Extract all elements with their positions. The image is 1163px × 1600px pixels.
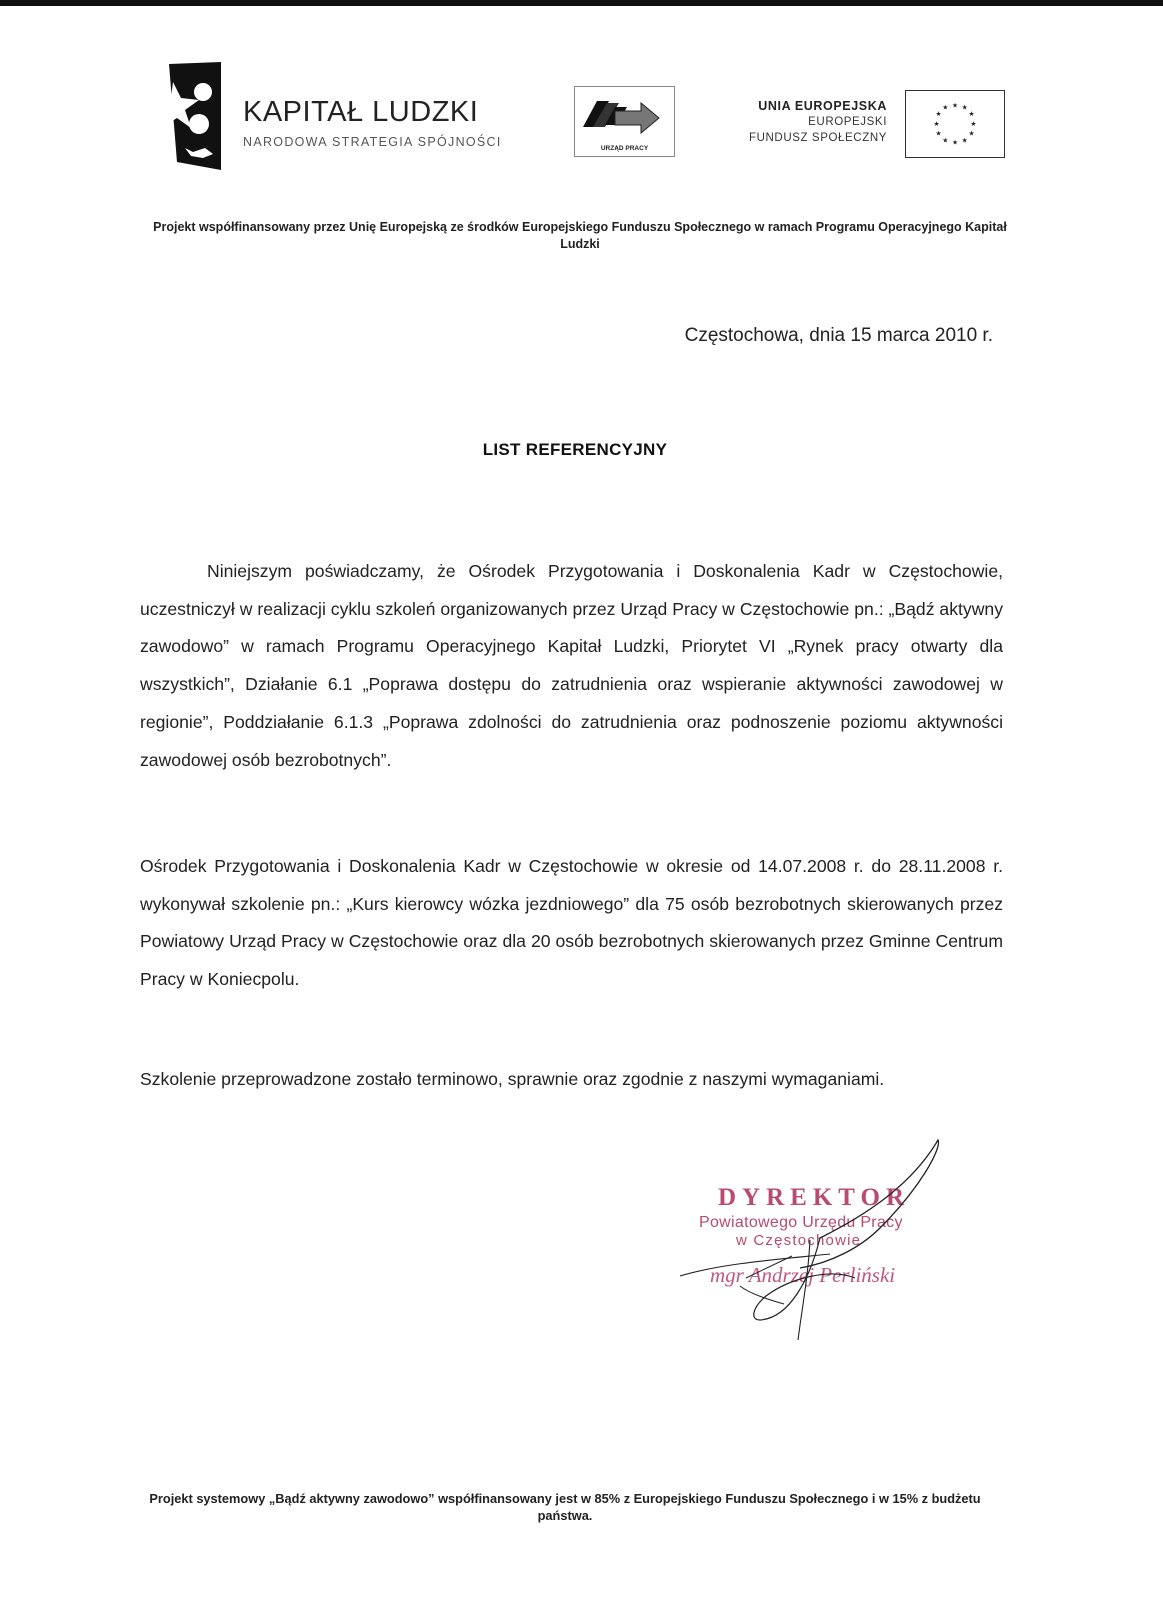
scan-top-edge <box>0 0 1163 6</box>
svg-text:★: ★ <box>942 103 949 112</box>
stamp-office: Powiatowego Urzędu Pracy <box>699 1214 903 1231</box>
stamp-title: DYREKTOR <box>718 1184 911 1211</box>
svg-text:★: ★ <box>935 110 942 119</box>
body-paragraph-2: Ośrodek Przygotowania i Doskonalenia Kadr w Częstochowie w okresie od 14.07.2008 r. do 28.11.2008 r. wykonywał szkolenie pn.: „Kurs kierowcy wózka jezdniowego” dla 75 osób bezrobotnych skierowanych przez Powiatowy Urząd Pracy w Częstochowie oraz dla 20 osób bezrobotnych skierowanych przez Gminne Centrum Pracy w Koniecpolu. <box>140 856 1003 989</box>
cofunding-note: Projekt współfinansowany przez Unię Europejską ze środków Europejskiego Funduszu Społecznego w ramach Programu Operacyjnego Kapitał Ludzki <box>153 220 1007 251</box>
stamp-signatory: mgr Andrzej Perliński <box>710 1263 896 1287</box>
eu-line-2: EUROPEJSKI <box>808 116 887 128</box>
kapital-ludzki-emblem-icon <box>155 62 223 170</box>
stamp-city: w Częstochowie <box>736 1232 862 1249</box>
svg-text:★: ★ <box>951 138 959 147</box>
svg-text:★: ★ <box>942 136 949 145</box>
body-paragraph-1: Niniejszym poświadczamy, że Ośrodek Przygotowania i Doskonalenia Kadr w Częstochowie, uczestniczył w realizacji cyklu szkoleń organizowanych przez Urząd Pracy w Częstochowie pn.: „Bądź aktywny zawodowo” w ramach Programu Operacyjnego Kapitał Ludzki, Priorytet VI „Rynek pracy otwarty dla wszystkich”, Działanie 6.1 „Poprawa dostępu do zatrudnienia oraz wspieranie aktywności zawodowej w regionie”, Poddziałanie 6.1.3 „Poprawa zdolności do zatrudnienia oraz podnoszenie poziomu aktywności zawodowej osób bezrobotnych”. <box>140 561 1003 770</box>
svg-text:★: ★ <box>935 129 942 138</box>
footer-note: Projekt systemowy „Bądź aktywny zawodowo” współfinansowany jest w 85% z Europejskiego Funduszu Społecznego i w 15% z budżetu państwa. <box>149 1491 981 1523</box>
svg-text:★: ★ <box>951 101 959 110</box>
eu-stars-flag-icon <box>905 90 1005 158</box>
urzad-pracy-arrow-icon <box>575 87 674 141</box>
svg-text:★: ★ <box>968 129 975 138</box>
eu-line-3: FUNDUSZ SPOŁECZNY <box>749 132 887 144</box>
urzad-pracy-logo <box>574 86 675 157</box>
kapital-ludzki-title: KAPITAŁ LUDZKI <box>243 96 479 128</box>
svg-text:★: ★ <box>968 110 975 119</box>
stamp-and-signature <box>680 1128 980 1348</box>
body-paragraph-3: Szkolenie przeprowadzone zostało terminowo, sprawnie oraz zgodnie z naszymi wymaganiami. <box>140 1069 885 1089</box>
eu-text <box>749 98 887 146</box>
eu-line-1: UNIA EUROPEJSKA <box>758 99 887 113</box>
kapital-ludzki-logo <box>145 62 500 172</box>
place-and-date: Częstochowa, dnia 15 marca 2010 r. <box>684 325 993 346</box>
svg-text:★: ★ <box>933 119 940 128</box>
document-title: LIST REFERENCYJNY <box>482 440 668 459</box>
svg-text:★: ★ <box>970 119 977 128</box>
handwritten-signature-icon <box>680 1128 980 1348</box>
svg-text:★: ★ <box>961 136 968 145</box>
svg-text:★: ★ <box>961 103 968 112</box>
kapital-ludzki-subtitle: NARODOWA STRATEGIA SPÓJNOŚCI <box>243 135 502 149</box>
eu-logo <box>735 88 1005 160</box>
urzad-pracy-label: URZĄD PRACY <box>600 145 649 152</box>
